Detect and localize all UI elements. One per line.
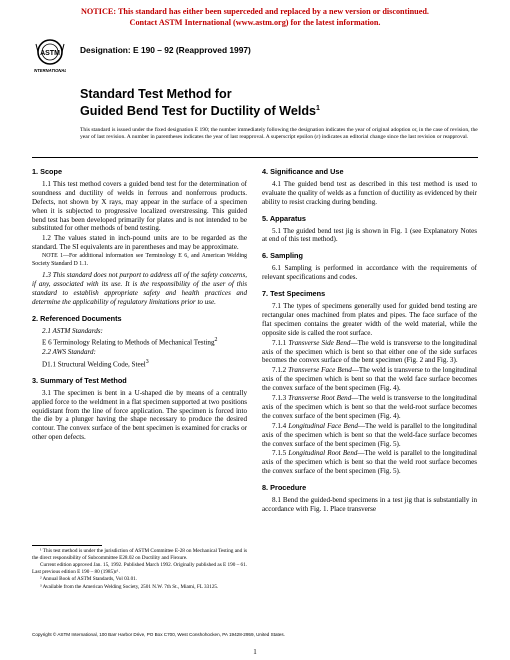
para-7-1-2: 7.1.2 Transverse Face Bend—The weld is transverse to the longitudinal axis of the specimen which is bent so that the weld face surface becomes the convex surface of the bent specimen (Fig. 4). [262,366,478,393]
svg-text:ASTM: ASTM [40,50,60,57]
notice-line-1: NOTICE: This standard has either been superceded and replaced by a new version or discontinued. [81,7,429,16]
notice-banner [0,6,510,28]
right-column [262,165,477,515]
title-footnote-ref: 1 [316,104,320,112]
title-line-2: Guided Bend Test for Ductility of Welds$^1$ [80,103,320,118]
section-sampling-heading: 6. Sampling [262,251,303,261]
para-7-1-4: 7.1.4 Longitudinal Face Bend—The weld is parallel to the longitudinal axis of the specimen which is bent so that the weld-face surface becomes the convex surface of the bent specimen (Fig. 5). [262,421,477,448]
para-4-1: 4.1 The guided bend test as described in this test method is used to evaluate the quality of welds as a function of ductility as evidenced by their ability to resist cracking during bending. [262,179,477,206]
astm-logo [34,38,66,80]
section-referenced-documents-heading: 2. Referenced Documents [32,313,122,323]
designation: Designation: E 190 – 92 (Reapproved 1997) [80,45,251,55]
left-column [32,165,247,443]
para-2-2: 2.2 AWS Standard: [42,347,96,356]
ref-d1-1: D1.1 Structural Welding Code, Steel$^3$ [42,358,149,368]
para-7-1-3: 7.1.3 Transverse Root Bend—The weld is transverse to the longitudinal axis of the specimen which is bent so that the weld-root surface becomes the convex surface of the bent specimen (Fig. 4). [262,394,477,420]
notice-line-2: Contact ASTM International (www.astm.org) for the latest information. [129,18,381,27]
section-test-specimens-heading: 7. Test Specimens [262,289,326,299]
note-1: NOTE 1—For additional information see Terminology E 6, and American Welding Society Standard D 1.1. [32,253,247,267]
section-significance-heading: 4. Significance and Use [262,167,344,176]
footnote-divider [32,545,102,546]
page-number: 1 [253,648,257,656]
para-6-1: 6.1 Sampling is performed in accordance with the requirements of relevant specifications and codes. [262,264,477,282]
document-title [80,87,320,118]
section-scope-heading: 1. Scope [32,167,63,176]
para-7-1: 7.1 The types of specimens generally used for guided bend testing are rectangular ones machined from plates and pipes. The face surface of the flat specimen contains the greater width of the weld material, while the opposite side is called the root surface. [262,301,477,337]
svg-text:INTERNATIONAL: INTERNATIONAL [34,68,66,73]
para-7-1-5: 7.1.5 Longitudinal Root Bend—The weld is parallel to the longitudinal axis of the specimen which is bent so that the weld root surface becomes the convex surface of the bent specimen (Fig. 5). [262,449,477,476]
copyright-line: Copyright © ASTM International, 100 Barr Harbor Drive, PO Box C700, West Conshohocken, PA 19428-2959, United States. [32,632,285,637]
para-5-1: 5.1 The guided bend test jig is shown in Fig. 1 (see Explanatory Notes at end of this test method). [262,226,477,244]
para-1-1: 1.1 This test method covers a guided bend test for the determination of soundness and ductility of welds in ferrous and nonferrous products. Defects, not shown by X rays, may appear in the surface of a specimen when it is subjected to progressive localized overstressing. This guided bend test has been developed primarily for plates and is not intended to be substituted for other methods of bend testing. [32,179,247,233]
para-3-1: 3.1 The specimen is bent in a U-shaped die by means of a centrally applied force to the weldment in a flat specimen supported at two positions equidistant from the line of force application. The specimen is forced into the die by a plunger having the shape necessary to produce the desired contour. The convex surface of the bent specimen is examined for cracks or other open defects. [32,388,247,442]
footnote-2: ² Annual Book of ASTM Standards, Vol 03.01. [40,576,138,582]
para-7-1-1: 7.1.1 Transverse Side Bend—The weld is transverse to the longitudinal axis of the specimen which is bent so that either one of the side surfaces becomes the convex surface of the bent specimen (Fig. 2 and Fig. 3). [262,338,477,365]
section-summary-heading: 3. Summary of Test Method [32,375,127,385]
section-procedure-heading: 8. Procedure [262,483,307,493]
para-2-1: 2.1 ASTM Standards: [42,326,103,335]
footnote-1-edition: Current edition approved Jan. 15, 1992. Published March 1992. Originally published as E 190 – 61. Last previous edition E 190 – 80 (1985)ε¹. [32,562,247,575]
para-1-3: 1.3 This standard does not purport to address all of the safety concerns, if any, associated with its use. It is the responsibility of the user of this standard to establish appropriate safety and health practices and determine the applicability of regulatory limitations prior to use. [32,270,247,306]
astm-logo-icon [34,38,66,80]
issuance-statement: This standard is issued under the fixed designation E 190; the number immediately following the designation indicates the year of original adoption or, in the case of revision, the year of last revision. A number in parentheses indicates the year of last reapproval. A superscript epsilon (ε) indicates an editorial change since the last revision or reapproval. [80,127,478,141]
footnote-1: ¹ This test method is under the jurisdiction of ASTM Committee E-28 on Mechanical Testing and is the direct responsibility of Subcommittee E28.02 on Ductility and Flexure. [32,548,247,561]
footnote-3: ³ Available from the American Welding Society, 2501 N.W. 7th St., Miami, FL 33125. [40,583,219,590]
section-apparatus-heading: 5. Apparatus [262,213,306,223]
title-line-1: Standard Test Method for [80,87,232,101]
footnotes [32,548,247,591]
header-divider [32,157,478,158]
para-8-1: 8.1 Bend the guided-bend specimens in a test jig that is substantially in accordance with Fig. 1. Place transverse [262,496,477,513]
para-1-2: 1.2 The values stated in inch-pound units are to be regarded as the standard. The SI equivalents are in parentheses and may be approximate. [32,234,247,252]
ref-e6: E 6 Terminology Relating to Methods of Mechanical Testing$^2$ [42,337,218,347]
